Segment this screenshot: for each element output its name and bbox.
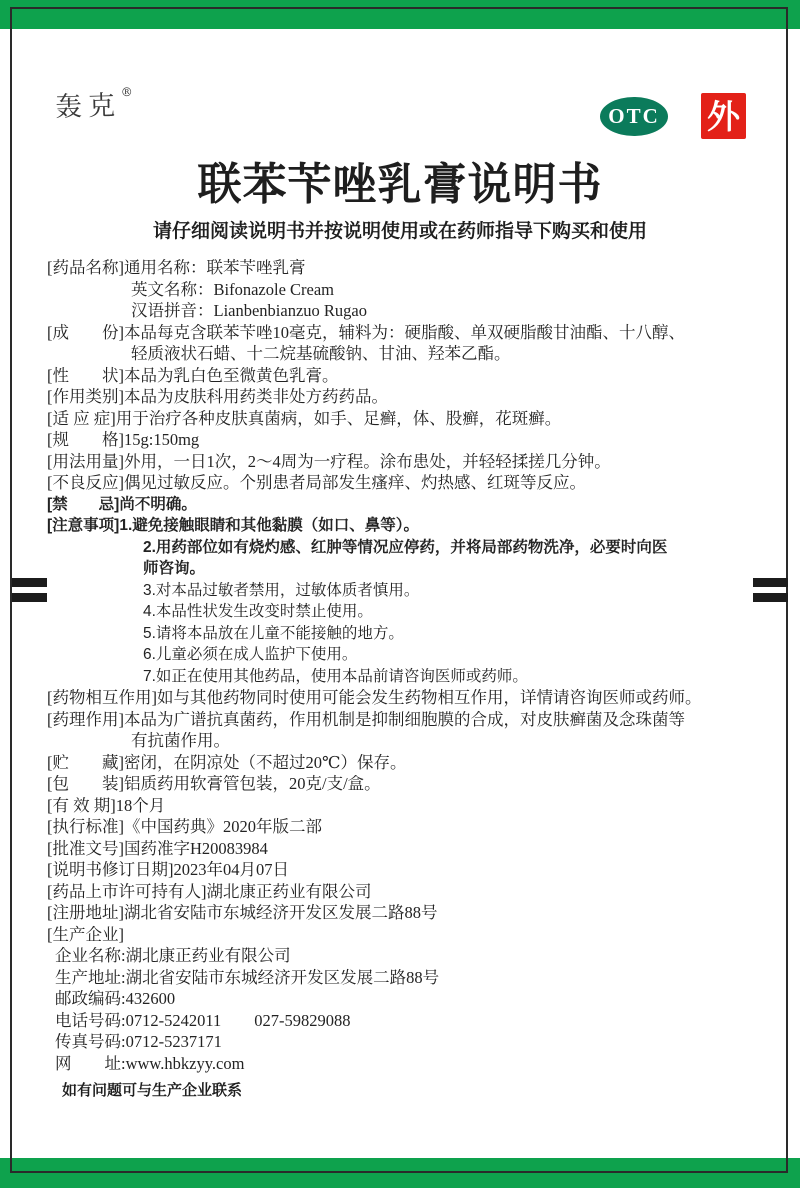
- spec-text: 5.请将本品放在儿童不能接触的地方。: [143, 624, 404, 642]
- spec-row: [47, 580, 759, 602]
- spec-label: [生产企业]: [47, 924, 124, 944]
- spec-label: [性 状]: [47, 365, 124, 385]
- spec-text: 7.如正在使用其他药品，使用本品前请咨询医师或药师。: [143, 667, 528, 685]
- spec-text: 国药准字H20083984: [124, 838, 268, 858]
- registration-mark-left-2: [12, 593, 47, 602]
- spec-text: 有抗菌作用。: [131, 731, 230, 750]
- spec-text: 湖北省安陆市东城经济开发区发展二路88号: [124, 903, 438, 922]
- spec-label: [说明书修订日期]: [47, 860, 174, 879]
- spec-label: [适 应 症]: [47, 408, 116, 428]
- spec-text: 外用，一日1次，2～4周为一疗程。涂布患处，并轻轻揉搓几分钟。: [124, 451, 611, 471]
- spec-row: [47, 924, 759, 946]
- spec-label: [包 装]: [47, 774, 124, 793]
- spec-row: [47, 752, 759, 774]
- spec-label: [贮 藏]: [47, 752, 124, 772]
- spec-text: 网 址:www.hbkzyy.com: [55, 1053, 245, 1073]
- spec-row: [47, 322, 759, 344]
- spec-row: [47, 494, 759, 516]
- spec-row: [47, 816, 759, 838]
- spec-label: [药物相互作用]: [47, 688, 157, 707]
- spec-text: 轻质液状石蜡、十二烷基硫酸钠、甘油、羟苯乙酯。: [131, 344, 511, 363]
- spec-row: [47, 300, 759, 322]
- spec-row: [47, 279, 759, 301]
- spec-text: 密闭，在阴凉处（不超过20℃）保存。: [124, 752, 407, 772]
- spec-text: 1.避免接触眼睛和其他黏膜（如口、鼻等）。: [119, 517, 420, 534]
- spec-label: [规 格]: [47, 430, 124, 449]
- spec-row: [47, 1031, 759, 1053]
- spec-row: [47, 515, 759, 537]
- spec-text: 本品为乳白色至微黄色乳膏。: [124, 365, 339, 385]
- spec-label: [有 效 期]: [47, 795, 116, 815]
- spec-row: [47, 429, 759, 451]
- spec-label: [不良反应]: [47, 473, 124, 492]
- spec-text: 15g:150mg: [124, 430, 200, 449]
- spec-text: 偶见过敏反应。个别患者局部发生瘙痒、灼热感、红斑等反应。: [124, 473, 586, 492]
- spec-text: 本品为广谱抗真菌药，作用机制是抑制细胞膜的合成，对皮肤癣菌及念珠菌等: [124, 709, 685, 729]
- spec-text: 生产地址:湖北省安陆市东城经济开发区发展二路88号: [55, 967, 440, 987]
- brand-logo: [55, 83, 134, 124]
- spec-text: 汉语拼音：Lianbenbianzuo Rugao: [131, 301, 367, 320]
- spec-row: [47, 709, 759, 731]
- spec-label: [禁 忌]: [47, 495, 120, 513]
- spec-text: 《中国药典》2020年版二部: [124, 817, 322, 836]
- spec-text: 英文名称：Bifonazole Cream: [131, 279, 334, 299]
- spec-text: 企业名称:湖北康正药业有限公司: [55, 946, 291, 965]
- spec-row: [47, 687, 759, 709]
- registered-trademark-icon: ®: [120, 84, 133, 100]
- spec-label: [注意事项]: [47, 517, 120, 534]
- spec-label: [药品上市许可持有人]: [47, 881, 207, 901]
- spec-text: 传真号码:0712-5237171: [55, 1032, 222, 1051]
- spec-row: [47, 1010, 759, 1032]
- external-use-badge: 外: [701, 93, 746, 139]
- spec-text: 通用名称：联苯苄唑乳膏: [124, 258, 306, 277]
- spec-text: 6.儿童必须在成人监护下使用。: [143, 646, 358, 663]
- spec-row: [47, 365, 759, 387]
- spec-text: 如与其他药物同时使用可能会发生药物相互作用，详情请咨询医师或药师。: [157, 688, 702, 707]
- spec-text: 2.用药部位如有烧灼感、红肿等情况应停药，并将局部药物洗净，必要时向医: [143, 538, 668, 556]
- spec-text: 邮政编码:432600: [55, 989, 176, 1008]
- spec-row: [47, 988, 759, 1010]
- spec-row: [47, 902, 759, 924]
- spec-text: 尚不明确。: [119, 495, 197, 513]
- spec-text: 铝质药用软膏管包装，20克/支/盒。: [124, 774, 381, 793]
- spec-row: [47, 1053, 759, 1075]
- spec-row: [47, 730, 759, 752]
- spec-label: [药品名称]: [47, 258, 124, 277]
- spec-text: 师咨询。: [143, 560, 206, 577]
- footer-note: 如有问题可与生产企业联系: [62, 1082, 243, 1099]
- spec-row: [47, 472, 759, 494]
- spec-row: [47, 644, 759, 666]
- spec-row: [47, 967, 759, 989]
- registration-mark-left-1: [12, 578, 47, 587]
- spec-text: 2023年04月07日: [173, 860, 289, 879]
- spec-row: [47, 558, 759, 580]
- brand-name: 轰克: [54, 90, 122, 124]
- spec-label: [作用类别]: [47, 387, 124, 406]
- spec-text: 本品为皮肤科用药类非处方药药品。: [124, 387, 388, 406]
- spec-row: [47, 623, 759, 645]
- spec-label: [药理作用]: [47, 709, 124, 729]
- spec-text: 3.对本品过敏者禁用，过敏体质者慎用。: [143, 581, 420, 599]
- spec-row: [47, 838, 759, 860]
- spec-text: 湖北康正药业有限公司: [206, 881, 372, 901]
- spec-body: [47, 257, 759, 1074]
- spec-label: [注册地址]: [47, 903, 124, 922]
- spec-row: [47, 537, 759, 559]
- spec-label: [批准文号]: [47, 838, 124, 858]
- spec-text: 电话号码:0712-5242011 027-59829088: [55, 1010, 351, 1030]
- spec-row: [47, 451, 759, 473]
- spec-text: 用于治疗各种皮肤真菌病，如手、足癣，体、股癣，花斑癣。: [115, 408, 562, 428]
- spec-row: [47, 343, 759, 365]
- spec-label: [成 份]: [47, 322, 124, 342]
- spec-row: [47, 795, 759, 817]
- spec-row: [47, 773, 759, 795]
- spec-row: [47, 666, 759, 688]
- spec-row: [47, 881, 759, 903]
- spec-text: 本品每克含联苯苄唑10毫克，辅料为：硬脂酸、单双硬脂酸甘油酯、十八醇、: [124, 322, 685, 342]
- page-subtitle: 请仔细阅读说明书并按说明使用或在药师指导下购买和使用: [152, 221, 647, 242]
- spec-row: [47, 257, 759, 279]
- page-title: 联苯苄唑乳膏说明书: [197, 160, 603, 209]
- spec-text: 4.本品性状发生改变时禁止使用。: [143, 603, 373, 620]
- spec-label: [执行标准]: [47, 817, 124, 836]
- otc-badge: OTC: [600, 97, 668, 136]
- spec-row: [47, 859, 759, 881]
- spec-row: [47, 386, 759, 408]
- spec-text: 18个月: [115, 795, 166, 815]
- spec-row: [47, 601, 759, 623]
- spec-row: [47, 408, 759, 430]
- spec-row: [47, 945, 759, 967]
- spec-label: [用法用量]: [47, 451, 124, 471]
